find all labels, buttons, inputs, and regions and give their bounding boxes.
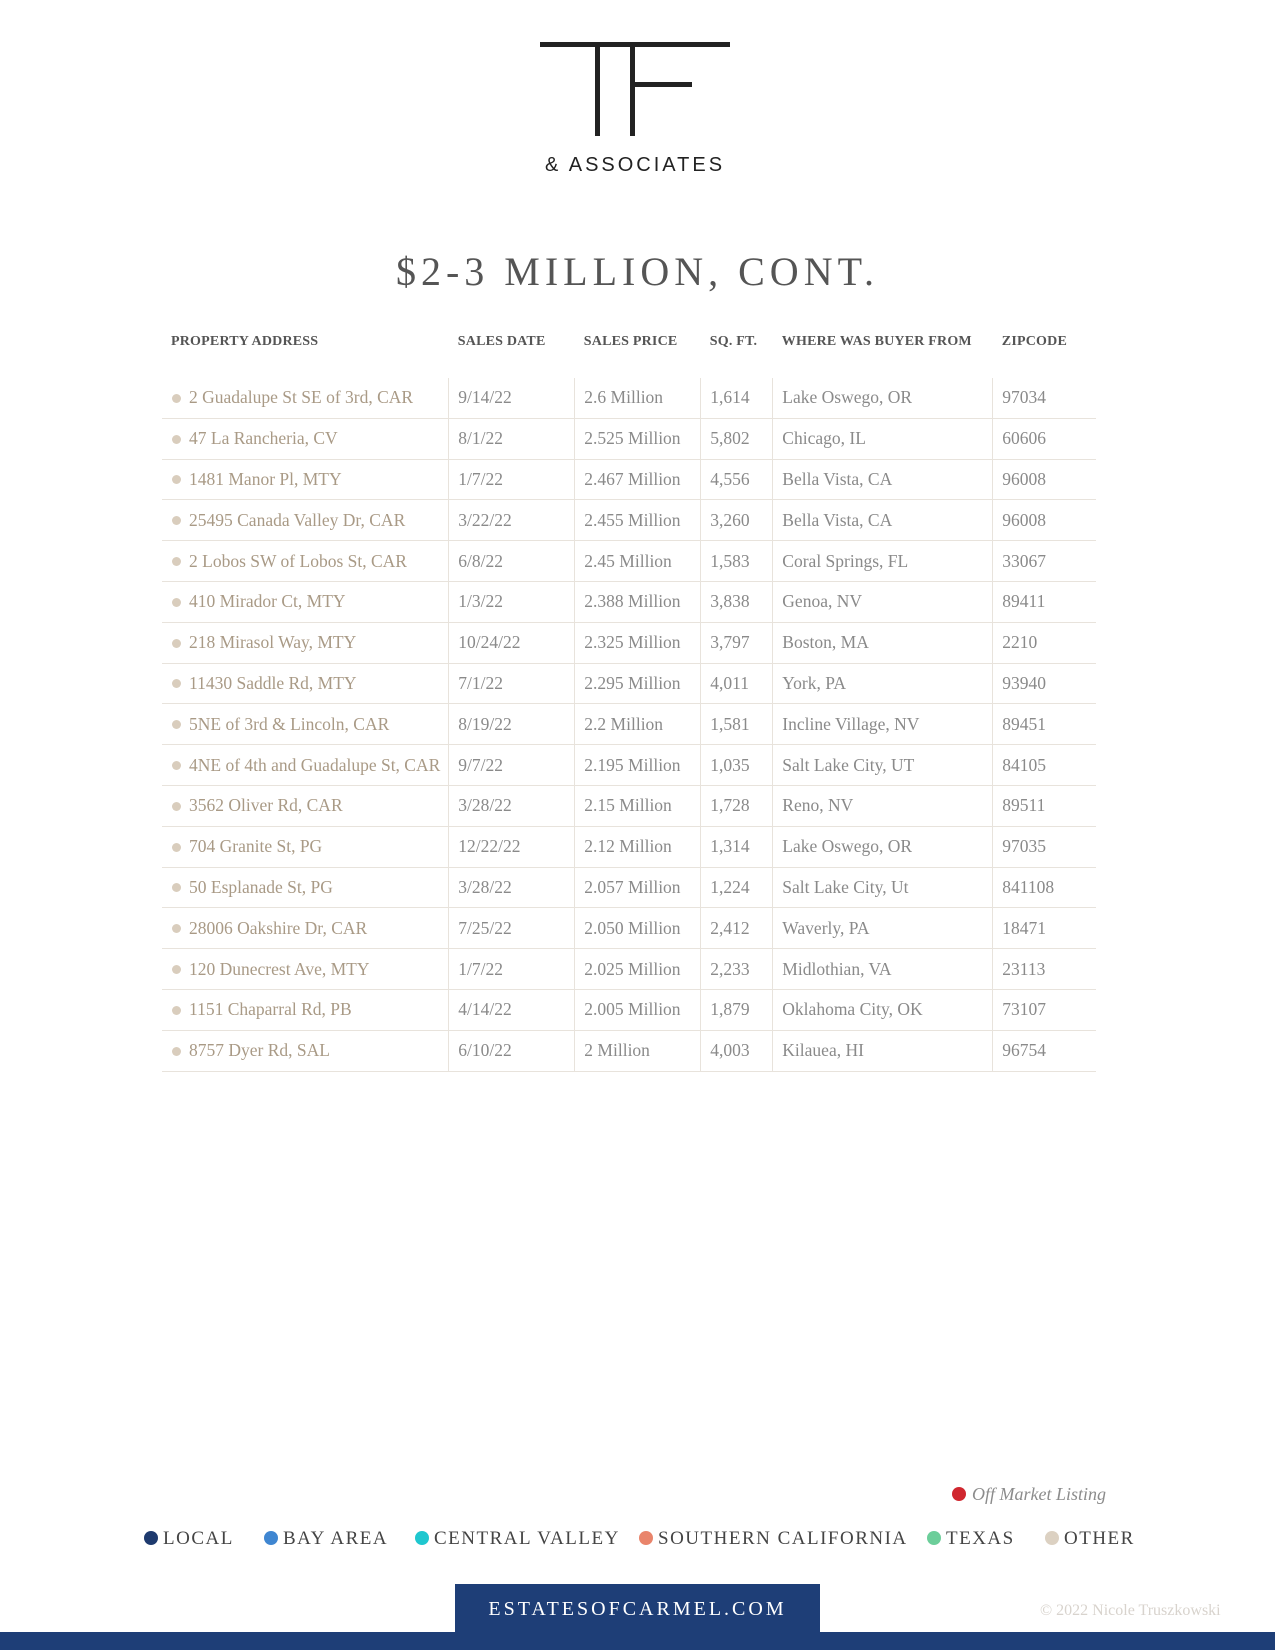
- sq-ft-cell: 4,011: [701, 663, 773, 704]
- buyer-from-cell: Lake Oswego, OR: [773, 826, 993, 867]
- zipcode-cell: 97034: [993, 378, 1096, 418]
- zipcode-cell: 89511: [993, 785, 1096, 826]
- sales-date-cell: 4/14/22: [449, 989, 575, 1030]
- region-dot-icon: [172, 679, 181, 688]
- sales-date-cell: 6/8/22: [449, 541, 575, 582]
- sales-date-cell: 10/24/22: [449, 622, 575, 663]
- table-row: [162, 622, 1096, 663]
- legend-dot-icon: [639, 1531, 653, 1545]
- address-text: 11430 Saddle Rd, MTY: [189, 672, 357, 693]
- address-cell: [162, 1030, 449, 1071]
- table-row: [162, 785, 1096, 826]
- legend-dot-icon: [264, 1531, 278, 1545]
- legend-label: LOCAL: [163, 1528, 234, 1549]
- sales-price-cell: 2.455 Million: [575, 500, 701, 541]
- address-text: 8757 Dyer Rd, SAL: [189, 1040, 330, 1061]
- sales-price-cell: 2.12 Million: [575, 826, 701, 867]
- header-buyer-from: WHERE WAS BUYER FROM: [781, 334, 972, 349]
- region-dot-icon: [172, 1006, 181, 1015]
- sq-ft-cell: 1,614: [701, 378, 773, 418]
- address-cell: [162, 418, 449, 459]
- table-row: [162, 826, 1096, 867]
- legend-dot-icon: [927, 1531, 941, 1545]
- table-row: [162, 581, 1096, 622]
- zipcode-cell: 73107: [993, 989, 1096, 1030]
- header-sales-price: SALES PRICE: [583, 334, 678, 349]
- table-row: [162, 418, 1096, 459]
- legend-item-local: [144, 1528, 234, 1550]
- table-row: [162, 378, 1096, 418]
- sq-ft-cell: 1,581: [701, 704, 773, 745]
- buyer-from-cell: Chicago, IL: [773, 418, 993, 459]
- zipcode-cell: 60606: [993, 418, 1096, 459]
- header-property-address: PROPERTY ADDRESS: [171, 334, 319, 349]
- legend-label: SOUTHERN CALIFORNIA: [658, 1528, 908, 1549]
- sales-price-cell: 2.050 Million: [575, 908, 701, 949]
- legend-item-texas: [927, 1528, 1015, 1550]
- region-dot-icon: [172, 720, 181, 729]
- sales-table: [162, 334, 1096, 1072]
- buyer-from-cell: Bella Vista, CA: [773, 459, 993, 500]
- address-text: 1481 Manor Pl, MTY: [189, 468, 342, 489]
- region-dot-icon: [172, 761, 181, 770]
- footer-bar: [0, 1632, 1275, 1650]
- sales-price-cell: 2.025 Million: [575, 949, 701, 990]
- buyer-from-cell: Lake Oswego, OR: [773, 378, 993, 418]
- sales-price-cell: 2.325 Million: [575, 622, 701, 663]
- region-dot-icon: [172, 883, 181, 892]
- header-sq-ft: SQ. FT.: [709, 334, 758, 349]
- off-market-legend: [952, 1484, 1106, 1505]
- sales-date-cell: 7/1/22: [449, 663, 575, 704]
- region-dot-icon: [172, 516, 181, 525]
- address-text: 28006 Oakshire Dr, CAR: [189, 917, 368, 938]
- buyer-from-cell: York, PA: [773, 663, 993, 704]
- region-dot-icon: [172, 843, 181, 852]
- address-cell: [162, 581, 449, 622]
- zipcode-cell: 96754: [993, 1030, 1096, 1071]
- address-cell: [162, 826, 449, 867]
- buyer-from-cell: Reno, NV: [773, 785, 993, 826]
- address-text: 5NE of 3rd & Lincoln, CAR: [189, 713, 390, 734]
- zipcode-cell: 93940: [993, 663, 1096, 704]
- sq-ft-cell: 1,035: [701, 745, 773, 786]
- sales-price-cell: 2.45 Million: [575, 541, 701, 582]
- zipcode-cell: 2210: [993, 622, 1096, 663]
- buyer-from-cell: Waverly, PA: [773, 908, 993, 949]
- legend-dot-icon: [144, 1531, 158, 1545]
- buyer-from-cell: Genoa, NV: [773, 581, 993, 622]
- off-market-label: Off Market Listing: [972, 1484, 1106, 1504]
- table-row: [162, 949, 1096, 990]
- sales-price-cell: 2.6 Million: [575, 378, 701, 418]
- sq-ft-cell: 1,879: [701, 989, 773, 1030]
- sales-date-cell: 9/14/22: [449, 378, 575, 418]
- legend-label: BAY AREA: [283, 1528, 389, 1549]
- sales-price-cell: 2.15 Million: [575, 785, 701, 826]
- sales-price-cell: 2.467 Million: [575, 459, 701, 500]
- copyright: © 2022 Nicole Truszkowski: [1040, 1602, 1221, 1619]
- zipcode-cell: 96008: [993, 459, 1096, 500]
- region-dot-icon: [172, 965, 181, 974]
- address-cell: [162, 745, 449, 786]
- buyer-from-cell: Incline Village, NV: [773, 704, 993, 745]
- address-cell: [162, 785, 449, 826]
- region-dot-icon: [172, 924, 181, 933]
- header-sales-date: SALES DATE: [457, 334, 546, 349]
- region-legend: [144, 1528, 1144, 1552]
- sales-date-cell: 3/28/22: [449, 867, 575, 908]
- sales-date-cell: 3/22/22: [449, 500, 575, 541]
- legend-item-southern-california: [639, 1528, 908, 1550]
- legend-label: CENTRAL VALLEY: [434, 1528, 620, 1549]
- region-dot-icon: [172, 475, 181, 484]
- zipcode-cell: 841108: [993, 867, 1096, 908]
- region-dot-icon: [172, 802, 181, 811]
- buyer-from-cell: Bella Vista, CA: [773, 500, 993, 541]
- table-row: [162, 663, 1096, 704]
- sales-price-cell: 2.057 Million: [575, 867, 701, 908]
- sq-ft-cell: 1,224: [701, 867, 773, 908]
- sq-ft-cell: 1,583: [701, 541, 773, 582]
- address-cell: [162, 908, 449, 949]
- address-text: 4NE of 4th and Guadalupe St, CAR: [189, 754, 441, 775]
- sales-date-cell: 3/28/22: [449, 785, 575, 826]
- sq-ft-cell: 3,797: [701, 622, 773, 663]
- address-cell: [162, 459, 449, 500]
- zipcode-cell: 96008: [993, 500, 1096, 541]
- table-row: [162, 1030, 1096, 1071]
- region-dot-icon: [172, 1047, 181, 1056]
- zipcode-cell: 23113: [993, 949, 1096, 990]
- region-dot-icon: [172, 639, 181, 648]
- sq-ft-cell: 4,003: [701, 1030, 773, 1071]
- zipcode-cell: 33067: [993, 541, 1096, 582]
- sales-table-body: [162, 378, 1096, 1071]
- address-cell: [162, 867, 449, 908]
- table-row: [162, 908, 1096, 949]
- address-text: 410 Mirador Ct, MTY: [189, 591, 346, 612]
- sales-price-cell: 2.295 Million: [575, 663, 701, 704]
- zipcode-cell: 89411: [993, 581, 1096, 622]
- address-text: 2 Lobos SW of Lobos St, CAR: [189, 550, 407, 571]
- buyer-from-cell: Midlothian, VA: [773, 949, 993, 990]
- sq-ft-cell: 3,838: [701, 581, 773, 622]
- address-text: 2 Guadalupe St SE of 3rd, CAR: [189, 387, 414, 408]
- sq-ft-cell: 1,314: [701, 826, 773, 867]
- legend-dot-icon: [1045, 1531, 1059, 1545]
- sales-price-cell: 2.005 Million: [575, 989, 701, 1030]
- region-dot-icon: [172, 598, 181, 607]
- address-text: 1151 Chaparral Rd, PB: [189, 999, 352, 1020]
- sq-ft-cell: 5,802: [701, 418, 773, 459]
- buyer-from-cell: Coral Springs, FL: [773, 541, 993, 582]
- address-text: 3562 Oliver Rd, CAR: [189, 795, 343, 816]
- address-text: 47 La Rancheria, CV: [189, 428, 338, 449]
- sales-date-cell: 1/7/22: [449, 949, 575, 990]
- zipcode-cell: 97035: [993, 826, 1096, 867]
- sales-date-cell: 8/1/22: [449, 418, 575, 459]
- address-cell: [162, 378, 449, 418]
- sales-date-cell: 6/10/22: [449, 1030, 575, 1071]
- sales-date-cell: 8/19/22: [449, 704, 575, 745]
- legend-item-bay-area: [264, 1528, 388, 1550]
- sales-price-cell: 2.195 Million: [575, 745, 701, 786]
- address-cell: [162, 704, 449, 745]
- tf-logo-mark: [540, 42, 730, 152]
- address-cell: [162, 541, 449, 582]
- table-row: [162, 541, 1096, 582]
- sales-price-cell: 2.388 Million: [575, 581, 701, 622]
- sales-date-cell: 9/7/22: [449, 745, 575, 786]
- table-row: [162, 704, 1096, 745]
- address-text: 704 Granite St, PG: [189, 836, 323, 857]
- sq-ft-cell: 3,260: [701, 500, 773, 541]
- address-cell: [162, 949, 449, 990]
- table-header-row: [162, 334, 1096, 378]
- region-dot-icon: [172, 394, 181, 403]
- zipcode-cell: 89451: [993, 704, 1096, 745]
- buyer-from-cell: Salt Lake City, UT: [773, 745, 993, 786]
- address-cell: [162, 989, 449, 1030]
- zipcode-cell: 18471: [993, 908, 1096, 949]
- website-link[interactable]: ESTATESOFCARMEL.COM: [455, 1584, 820, 1634]
- legend-label: OTHER: [1064, 1528, 1135, 1549]
- buyer-from-cell: Salt Lake City, Ut: [773, 867, 993, 908]
- address-cell: [162, 663, 449, 704]
- region-dot-icon: [172, 557, 181, 566]
- sales-price-cell: 2.2 Million: [575, 704, 701, 745]
- header-zipcode: ZIPCODE: [1001, 334, 1067, 349]
- buyer-from-cell: Oklahoma City, OK: [773, 989, 993, 1030]
- address-text: 120 Dunecrest Ave, MTY: [189, 958, 370, 979]
- address-cell: [162, 622, 449, 663]
- sales-price-cell: 2 Million: [575, 1030, 701, 1071]
- legend-item-central-valley: [415, 1528, 620, 1550]
- legend-label: TEXAS: [946, 1528, 1015, 1549]
- sales-date-cell: 7/25/22: [449, 908, 575, 949]
- address-text: 25495 Canada Valley Dr, CAR: [189, 509, 406, 530]
- address-text: 50 Esplanade St, PG: [189, 876, 333, 897]
- buyer-from-cell: Boston, MA: [773, 622, 993, 663]
- table-row: [162, 500, 1096, 541]
- region-dot-icon: [172, 435, 181, 444]
- sq-ft-cell: 1,728: [701, 785, 773, 826]
- legend-item-other: [1045, 1528, 1135, 1550]
- sales-date-cell: 12/22/22: [449, 826, 575, 867]
- off-market-dot-icon: [952, 1487, 966, 1501]
- buyer-from-cell: Kilauea, HI: [773, 1030, 993, 1071]
- address-cell: [162, 500, 449, 541]
- table-row: [162, 989, 1096, 1030]
- sales-price-cell: 2.525 Million: [575, 418, 701, 459]
- sales-date-cell: 1/7/22: [449, 459, 575, 500]
- zipcode-cell: 84105: [993, 745, 1096, 786]
- logo-subtext: & ASSOCIATES: [544, 154, 726, 176]
- sales-date-cell: 1/3/22: [449, 581, 575, 622]
- table-row: [162, 745, 1096, 786]
- tf-associates-logo: [540, 42, 730, 182]
- table-row: [162, 867, 1096, 908]
- page-title: $2-3 MILLION, CONT.: [395, 249, 880, 294]
- sq-ft-cell: 4,556: [701, 459, 773, 500]
- table-row: [162, 459, 1096, 500]
- sq-ft-cell: 2,412: [701, 908, 773, 949]
- address-text: 218 Mirasol Way, MTY: [189, 632, 357, 653]
- legend-dot-icon: [415, 1531, 429, 1545]
- sq-ft-cell: 2,233: [701, 949, 773, 990]
